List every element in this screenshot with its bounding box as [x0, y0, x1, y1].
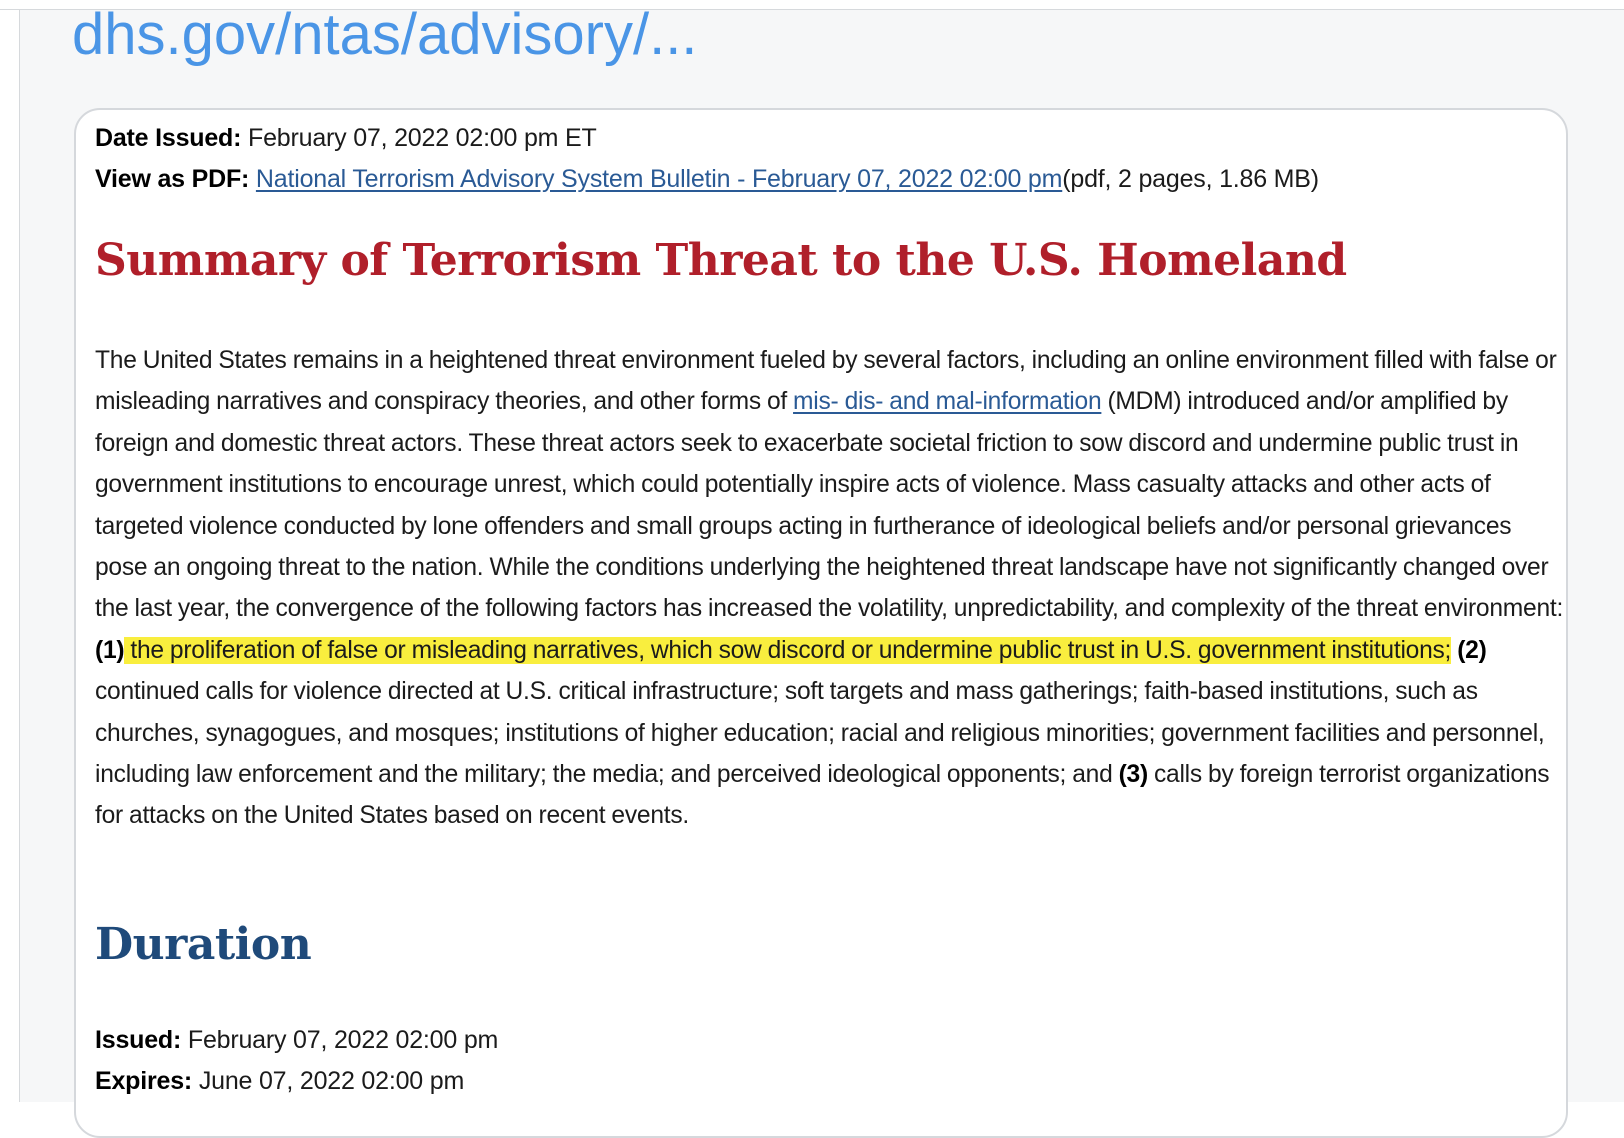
summary-paragraph — [95, 340, 1565, 837]
duration-heading: Duration — [95, 919, 312, 970]
summary-heading: Summary of Terrorism Threat to the U.S. Homeland — [95, 235, 1347, 286]
advisory-link[interactable]: dhs.gov/ntas/advisory/... — [72, 2, 698, 67]
view-pdf-label: View as PDF: — [95, 165, 250, 193]
highlighted-text: the proliferation of false or misleading narratives, which sow discord or undermine public trust in U.S. government institutions; — [124, 636, 1452, 664]
summary-text-3: continued calls for violence directed at U.S. critical infrastructure; soft targets and mass gatherings; faith-based institutions, such as churches, synagogues, and mosques; institutions of higher education; racial and religious minorities; government facilities and personnel, including law enforcement and the military; the media; and perceived ideological opponents; and — [95, 678, 1545, 789]
expires-label: Expires: — [95, 1067, 193, 1095]
issued-value: February 07, 2022 02:00 pm — [187, 1026, 499, 1054]
date-issued-label: Date Issued: — [95, 124, 242, 152]
expires-row — [95, 1065, 464, 1097]
date-issued-row — [95, 122, 597, 154]
issued-row — [95, 1024, 498, 1056]
factor-marker-2: (2) — [1457, 636, 1487, 664]
mdm-link[interactable]: mis- dis- and mal-information — [793, 388, 1102, 416]
factor-marker-1: (1) — [95, 636, 125, 664]
view-pdf-row — [95, 163, 1319, 195]
left-gutter — [0, 10, 20, 1102]
summary-text-2: (MDM) introduced and/or amplified by foreign and domestic threat actors. These threat actors seek to exacerbate societal friction to sow discord and undermine public trust in government institutions to encourage unrest, which could potentially inspire acts of violence. Mass casualty attacks and other acts of targeted violence conducted by lone offenders and small groups acting in furtherance of ideological beliefs and/or personal grievances pose an ongoing threat to the nation. While the conditions underlying the heightened threat landscape have not significantly changed over the last year, the convergence of the following factors has increased the volatility, unpredictability, and complexity of the threat environment: — [95, 388, 1564, 623]
factor-marker-3: (3) — [1118, 761, 1148, 789]
summary-text-1: The United States remains in a heightened threat environment fueled by several factors, including an online environment filled with false or misleading narratives and conspiracy theories, and other forms of — [95, 347, 1557, 416]
pdf-link[interactable]: National Terrorism Advisory System Bulletin - February 07, 2022 02:00 pm — [255, 165, 1063, 193]
expires-value: June 07, 2022 02:00 pm — [198, 1067, 465, 1095]
date-issued-value: February 07, 2022 02:00 pm ET — [248, 124, 597, 152]
pdf-info: (pdf, 2 pages, 1.86 MB) — [1062, 165, 1319, 193]
issued-label: Issued: — [95, 1026, 182, 1054]
summary-text-4: calls by foreign terrorist organizations for attacks on the United States based on recent events. — [95, 761, 1550, 830]
